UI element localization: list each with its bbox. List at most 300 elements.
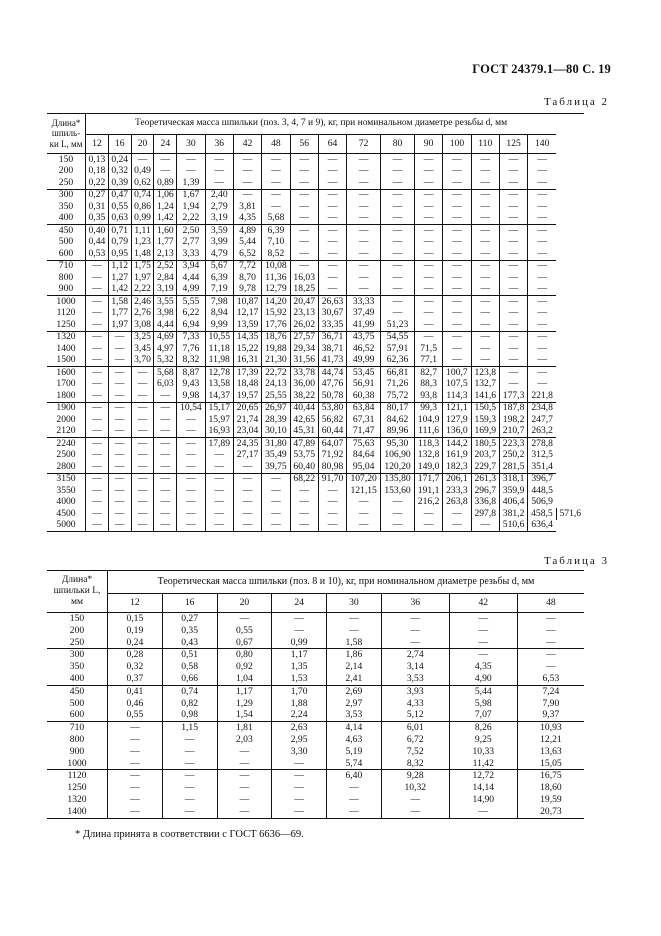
mass-cell: — [272,782,327,794]
mass-cell: 18,48 [233,379,261,391]
mass-cell: 1,77 [108,308,131,320]
mass-cell: — [414,248,442,260]
mass-cell: — [162,806,217,818]
mass-cell: 75,63 [347,438,381,450]
mass-cell: — [327,613,382,625]
mass-cell: 15,22 [233,343,261,355]
mass-cell: 127,9 [443,414,471,426]
mass-cell: 4,90 [449,673,517,685]
mass-cell: 6,39 [262,225,290,237]
mass-cell: 203,7 [471,450,499,462]
mass-cell: 1,17 [217,685,272,697]
mass-cell: 11,98 [205,355,233,367]
table-row [47,166,584,178]
mass-cell: 3,59 [205,225,233,237]
mass-cell: — [414,520,442,532]
mass-cell: — [471,296,499,308]
mass-cell: — [131,426,154,438]
mass-cell: 20,47 [290,296,318,308]
mass-cell: 216,2 [414,497,442,509]
mass-cell: — [131,402,154,414]
length-cell: 900 [47,284,86,296]
mass-cell: — [499,355,527,367]
mass-cell: 39,75 [262,461,290,473]
mass-cell: — [443,201,471,213]
mass-cell: 38,22 [290,390,318,402]
mass-cell: 1,17 [272,649,327,661]
mass-cell: — [443,520,471,532]
mass-cell: 2,95 [272,734,327,746]
mass-cell: 8,94 [205,308,233,320]
mass-cell: — [262,189,290,201]
mass-cell: 233,3 [443,485,471,497]
mass-cell: — [290,508,318,520]
mass-cell: 18,25 [290,284,318,296]
mass-cell: — [471,331,499,343]
length-cell: 300 [47,649,108,661]
mass-cell: — [318,485,346,497]
mass-cell: 0,53 [86,248,109,260]
mass-cell: — [92,378,102,390]
mass-cell: 2,50 [177,225,205,237]
mass-cell: 161,9 [443,450,471,462]
diameter-header: 20 [217,594,272,613]
mass-cell: 3,99 [205,237,233,249]
mass-cell: 53,45 [347,367,381,379]
mass-cell: — [290,166,318,178]
mass-cell: 0,58 [162,661,217,673]
mass-cell: 10,93 [517,722,584,734]
mass-cell: — [92,331,102,343]
mass-cell: 171,7 [414,473,442,485]
mass-cell: — [272,625,327,637]
table-row [47,661,584,673]
mass-cell: — [443,166,471,178]
mass-cell: 2,84 [154,272,177,284]
mass-cell: 5,68 [262,213,290,225]
mass-cell: — [443,284,471,296]
length-cell: 350 [47,661,108,673]
mass-cell: 571,6 [556,508,584,520]
mass-cell: 57,91 [381,343,415,355]
mass-cell: — [290,520,318,532]
mass-cell: — [347,189,381,201]
mass-cell: — [177,154,205,166]
mass-cell: — [347,284,381,296]
mass-cell: 36,71 [318,331,346,343]
mass-cell: 13,58 [205,379,233,391]
mass-cell: 100,7 [443,367,471,379]
mass-cell: — [290,237,318,249]
mass-cell: 104,9 [414,414,442,426]
mass-cell: — [233,473,261,485]
mass-cell: — [108,520,131,532]
mass-cell: — [205,166,233,178]
table3 [47,570,584,819]
length-cell: 600 [47,248,86,260]
mass-cell: — [154,485,177,497]
mass-cell: — [381,508,415,520]
mass-cell: 0,82 [162,698,217,710]
mass-cell: 296,7 [471,485,499,497]
mass-cell: 20,73 [517,806,584,818]
mass-cell: 0,46 [126,697,144,709]
mass-cell: 12,72 [449,770,517,782]
mass-cell: 6,52 [233,248,261,260]
mass-cell: 14,20 [262,296,290,308]
mass-cell: — [381,497,415,509]
mass-cell: 64,07 [318,438,346,450]
mass-cell: 12,21 [517,734,584,746]
mass-cell: 15,97 [205,414,233,426]
mass-cell: 89,96 [381,426,415,438]
table2-caption: Таблица 2 [543,96,609,108]
mass-cell: 297,8 [471,508,499,520]
mass-cell: 2,46 [131,296,154,308]
mass-cell: 14,35 [233,331,261,343]
mass-cell: — [108,390,131,402]
mass-cell: — [517,661,584,673]
length-cell: 1500 [47,355,86,367]
mass-cell: — [131,379,154,391]
mass-cell: 132,8 [414,450,442,462]
mass-cell: — [86,520,109,532]
mass-cell: 7,90 [517,698,584,710]
mass-cell: 14,14 [449,782,517,794]
length-cell: 150 [47,154,86,166]
mass-cell: 0,13 [88,153,106,165]
mass-cell: 22,72 [262,367,290,379]
mass-cell: 107,5 [443,379,471,391]
mass-cell: — [290,177,318,189]
mass-cell: 1,97 [131,272,154,284]
mass-cell: 169,9 [471,426,499,438]
table2-title: Теоретическая масса шпильки (поз. 3, 4, 7 и 9), кг, при номинальном диаметре резьбы d, мм [86,114,557,135]
length-cell: 150 [47,613,108,625]
mass-cell: 5,68 [154,367,177,379]
mass-cell: — [327,794,382,806]
mass-cell: 66,81 [381,367,415,379]
table-row [47,794,584,806]
table-row [47,758,584,770]
mass-cell: — [414,177,442,189]
table-row [47,806,584,818]
mass-cell: 3,53 [381,673,449,685]
length-cell: 3550 [47,485,86,497]
diameter-header: 90 [414,135,442,154]
mass-cell: 107,20 [347,473,381,485]
mass-cell: 206,1 [443,473,471,485]
mass-cell: — [443,343,471,355]
mass-cell: — [290,213,318,225]
table-row [47,379,584,391]
mass-cell: 11,36 [262,272,290,284]
mass-cell: 0,55 [217,625,272,637]
mass-cell: 0,49 [131,166,154,178]
mass-cell: 24,13 [262,379,290,391]
table-row [47,355,584,367]
mass-cell: 0,27 [162,613,217,625]
mass-cell: — [381,520,415,532]
mass-cell: 312,5 [528,450,556,462]
mass-cell: — [205,461,233,473]
mass-cell: — [499,189,527,201]
mass-cell: 1,53 [272,673,327,685]
mass-cell: 4,89 [233,225,261,237]
mass-cell: 9,78 [233,284,261,296]
mass-cell: — [471,201,499,213]
mass-cell: — [449,613,517,625]
mass-cell: — [262,497,290,509]
mass-cell: 278,8 [528,438,556,450]
mass-cell: 1,27 [108,272,131,284]
mass-cell: 2,22 [177,213,205,225]
length-cell: 450 [47,225,86,237]
mass-cell: — [92,271,102,283]
mass-cell: 53,75 [290,450,318,462]
mass-cell: — [471,520,499,532]
mass-cell: 26,97 [262,402,290,414]
mass-cell: — [92,413,102,425]
mass-cell: — [414,284,442,296]
mass-cell: 93,8 [414,390,442,402]
mass-cell: — [443,296,471,308]
diameter-header: 30 [177,135,205,154]
mass-cell: — [347,260,381,272]
mass-cell: — [131,497,154,509]
mass-cell: — [177,438,205,450]
mass-cell: 30,67 [318,308,346,320]
mass-cell: — [381,201,415,213]
table-row [47,237,584,249]
length-cell: 1000 [47,296,86,308]
table-row [47,260,584,272]
mass-cell: — [449,637,517,649]
mass-cell: — [528,355,556,367]
mass-cell: 0,31 [88,200,106,212]
mass-cell: — [131,508,154,520]
mass-cell: 5,74 [327,758,382,770]
mass-cell: 0,89 [154,177,177,189]
mass-cell: 1,35 [272,661,327,673]
mass-cell: — [318,225,346,237]
mass-cell: — [471,308,499,320]
mass-cell: — [414,154,442,166]
diameter-header: 56 [290,135,318,154]
mass-cell: — [381,166,415,178]
mass-cell: — [92,437,102,449]
mass-cell: 26,02 [290,319,318,331]
length-cell: 3150 [47,473,86,485]
mass-cell: 20,65 [233,402,261,414]
mass-cell: 7,33 [177,331,205,343]
mass-cell: — [381,806,449,818]
mass-cell: 60,38 [347,390,381,402]
mass-cell: — [414,225,442,237]
mass-cell: 13,63 [517,746,584,758]
mass-cell: — [381,237,415,249]
length-cell: 1250 [47,782,108,794]
mass-cell: 2,24 [272,709,327,721]
mass-cell: — [528,189,556,201]
mass-cell: 15,92 [262,308,290,320]
mass-cell: 60,44 [318,426,346,438]
mass-cell: 9,25 [449,734,517,746]
table3-length-header: Длина* шпильки L, мм [47,571,108,613]
mass-cell: 11,18 [205,343,233,355]
mass-cell: 9,37 [517,709,584,721]
mass-cell: — [217,782,272,794]
mass-cell: 18,60 [517,782,584,794]
mass-cell: — [381,308,415,320]
length-cell: 500 [47,237,86,249]
mass-cell: 8,70 [233,272,261,284]
length-cell: 1900 [47,402,86,414]
mass-cell: — [177,497,205,509]
mass-cell: 263,2 [528,426,556,438]
footnote: * Длина принята в соответствии с ГОСТ 6636—69. [75,829,304,840]
mass-cell: 0,15 [126,613,144,625]
mass-cell: — [381,248,415,260]
mass-cell: 0,98 [162,709,217,721]
table-row [47,331,584,343]
table-row [47,649,584,661]
mass-cell: — [449,649,517,661]
mass-cell: — [443,272,471,284]
mass-cell: 4,44 [154,319,177,331]
mass-cell: — [205,177,233,189]
mass-cell: — [108,438,131,450]
mass-cell: 11,42 [449,758,517,770]
mass-cell: 26,63 [318,296,346,308]
mass-cell: — [108,485,131,497]
mass-cell: 8,32 [381,758,449,770]
mass-cell: 1,60 [154,225,177,237]
table-row [47,189,584,201]
mass-cell: — [443,189,471,201]
diameter-header: 42 [449,594,517,613]
diameter-header: 12 [86,135,109,154]
mass-cell: — [130,722,140,734]
mass-cell: 381,2 [499,508,527,520]
mass-cell: — [318,520,346,532]
table-row [47,450,584,462]
length-cell: 200 [47,166,86,178]
mass-cell: 8,32 [177,355,205,367]
mass-cell: 82,7 [414,367,442,379]
mass-cell: — [528,177,556,189]
mass-cell: 0,55 [108,201,131,213]
mass-cell: 50,78 [318,390,346,402]
mass-cell: 0,55 [108,709,163,721]
mass-cell: 14,90 [449,794,517,806]
mass-cell: 4,69 [154,331,177,343]
mass-cell: — [414,213,442,225]
mass-cell: 71,92 [318,450,346,462]
mass-cell: 71,47 [347,426,381,438]
mass-cell: — [471,237,499,249]
mass-cell: 1,94 [177,201,205,213]
mass-cell: — [86,461,109,473]
mass-cell: 16,93 [205,426,233,438]
mass-cell: — [205,520,233,532]
mass-cell: — [217,746,272,758]
mass-cell: 0,92 [217,661,272,673]
mass-cell: — [443,248,471,260]
mass-cell: — [262,177,290,189]
mass-cell: — [499,248,527,260]
mass-cell: — [528,260,556,272]
mass-cell: 43,75 [347,331,381,343]
length-cell: 2000 [47,414,86,426]
mass-cell: — [414,260,442,272]
mass-cell: 1,12 [108,260,131,272]
mass-cell: 1,88 [272,698,327,710]
mass-cell: — [471,213,499,225]
mass-cell: 2,14 [327,661,382,673]
mass-cell: 4,63 [327,734,382,746]
mass-cell: — [528,319,556,331]
diameter-header: 42 [233,135,261,154]
mass-cell: 263,8 [443,497,471,509]
mass-cell: — [154,426,177,438]
mass-cell: 247,7 [528,414,556,426]
mass-cell: 5,19 [327,746,382,758]
mass-cell: — [177,520,205,532]
mass-cell: 0,80 [217,649,272,661]
mass-cell: 0,79 [108,237,131,249]
mass-cell: 60,40 [290,461,318,473]
mass-cell: — [381,272,415,284]
table-row [47,308,584,320]
mass-cell: 198,2 [499,414,527,426]
mass-cell: — [108,343,131,355]
mass-cell: 2,63 [272,722,327,734]
mass-cell: 4,33 [381,698,449,710]
mass-cell: 1,75 [131,260,154,272]
mass-cell: — [499,201,527,213]
mass-cell: — [92,366,102,378]
mass-cell: — [108,450,131,462]
table-row [47,272,584,284]
length-cell: 5000 [47,520,86,532]
mass-cell: — [381,284,415,296]
length-cell: 1400 [47,343,86,355]
mass-cell: 0,24 [108,637,163,649]
mass-cell: — [262,485,290,497]
mass-cell: — [528,296,556,308]
mass-cell: 1,48 [131,248,154,260]
table2-length-header: Длина* шпиль-ки L, мм [47,114,86,154]
mass-cell: 2,40 [205,189,233,201]
mass-cell: — [347,520,381,532]
mass-cell: 77,1 [414,355,442,367]
mass-cell: — [347,213,381,225]
mass-cell: 136,0 [443,426,471,438]
mass-cell: — [381,296,415,308]
mass-cell: 159,3 [471,414,499,426]
mass-cell: — [108,758,163,770]
mass-cell: — [131,390,154,402]
mass-cell: — [414,189,442,201]
mass-cell: 1,42 [108,284,131,296]
mass-cell: 191,1 [414,485,442,497]
mass-cell: 0,22 [86,177,109,189]
mass-cell: 9,98 [177,390,205,402]
mass-cell: — [471,177,499,189]
mass-cell: — [347,248,381,260]
length-cell: 1320 [47,331,86,343]
